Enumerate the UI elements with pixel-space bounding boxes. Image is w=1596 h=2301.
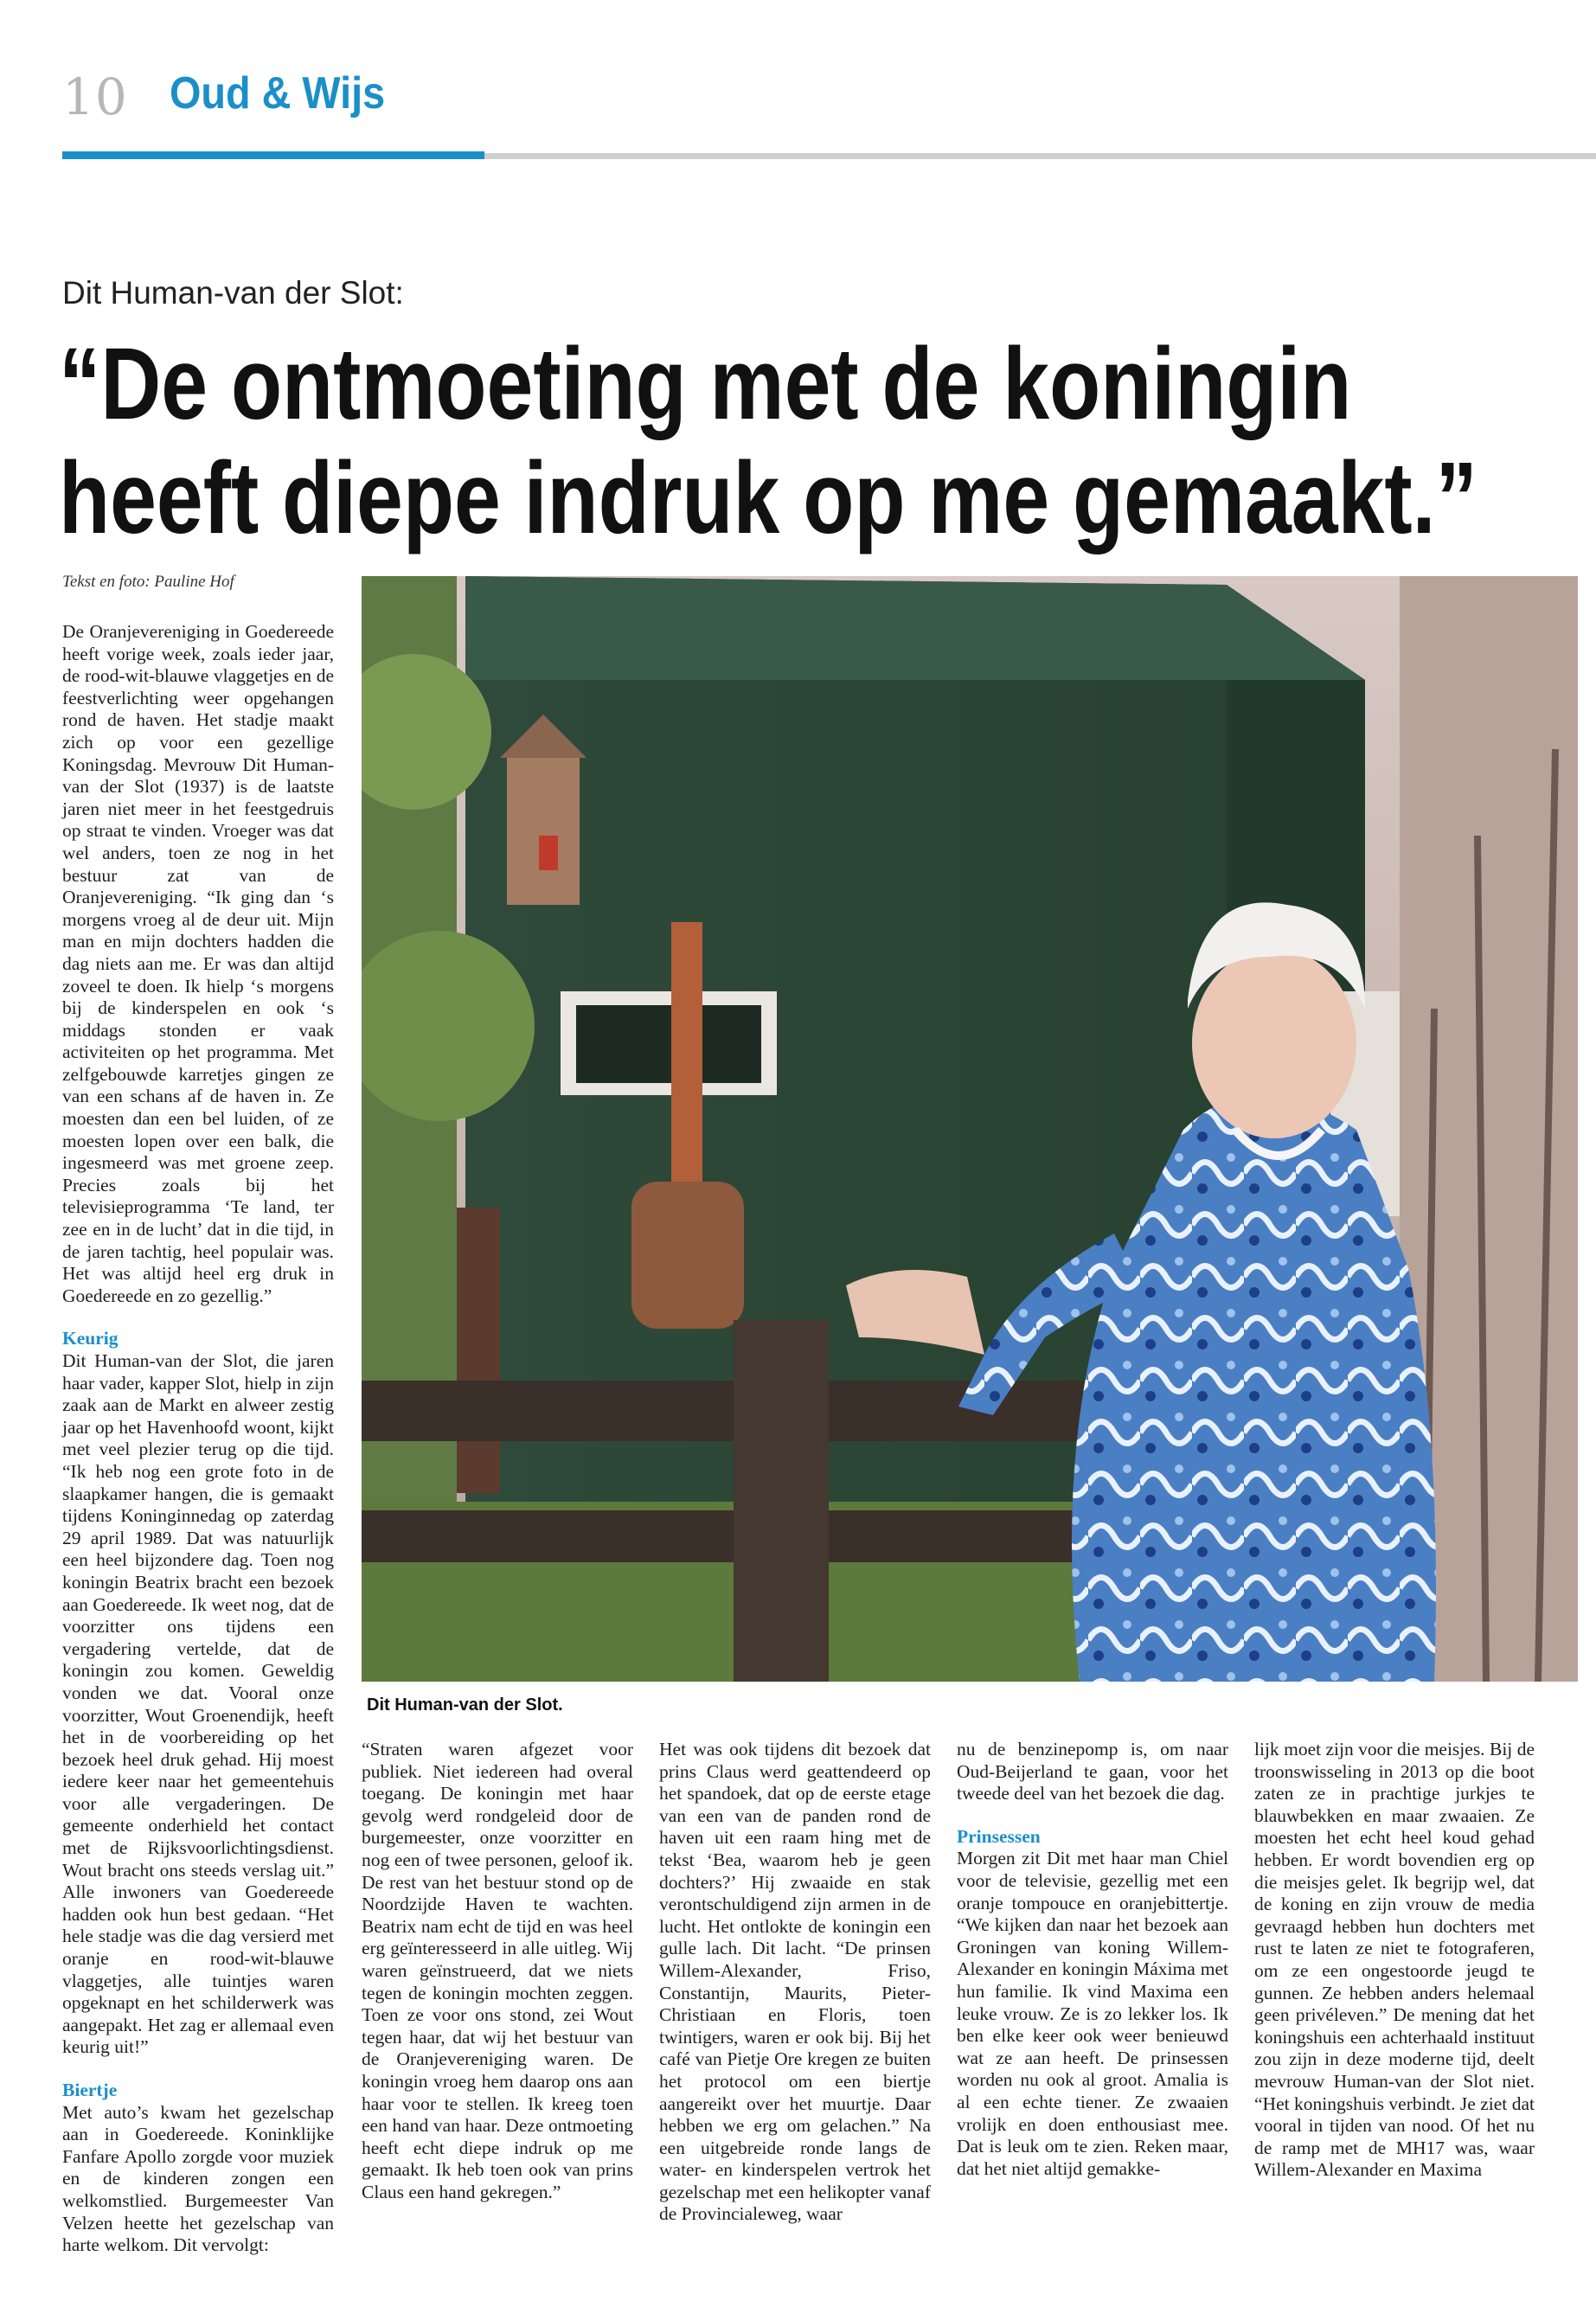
section-title: Oud & Wijs	[170, 68, 386, 119]
header-rule	[484, 153, 1596, 159]
page-number: 10	[62, 67, 128, 126]
photo-illustration	[362, 576, 1578, 1682]
paragraph-prinsessen: Morgen zit Dit met haar man Chiel voor de televisie, gezellig met een oranje tompouce en oranjebittertje. “We kijken dan naar het bezoek aan Groningen van koning Willem-Alexander en koningin Máxima met hun familie. Ik vind Maxima een leuke vrouw. Ze is zo lekker los. Ik ben elke keer ook weer benieuwd wat ze aan heeft. De prinsessen worden nu ook al groot. Amalia is al een echte tiener. Ze zwaaien vrolijk en doen enthousiast mee. Dat is leuk om te zien. Reken maar, dat het niet altijd gemakke-	[957, 1848, 1228, 2179]
article-photo	[362, 576, 1578, 1682]
header-accent-rule	[62, 151, 484, 159]
column-5	[1254, 1739, 1535, 2182]
subhead-prinsessen: Prinsessen	[957, 1825, 1041, 1847]
column-2-text: “Straten waren afgezet voor publiek. Niet iedereen had overal toegang. De koningin met haar gevolg werd rondgeleid door de burgemeester, onze voorzitter en nog een of twee personen, geloof ik. De rest van het bestuur stond op de Noordzijde Haven te wachten. Beatrix nam echt de tijd en was heel erg geïnteresseerd in alle uitleg. Wij waren geïnstrueerd, dat we niets tegen de koningin mochten zeggen. Toen ze voor ons stond, zei Wout tegen haar, dat wij het bestuur van de Oranjevereniging waren. De koningin vroeg hem daarop ons aan haar voor te stellen. Ik kreeg toen een hand van haar. Deze ontmoeting heeft echt diepe indruk op me gemaakt. Ik heb toen ook van prins Claus een hand gekregen.”	[362, 1739, 633, 2202]
column-3-text: Het was ook tijdens dit bezoek dat prins Claus werd geattendeerd op het spandoek, dat op de eerste etage van een van de panden rond de haven uit een raam hing met de tekst ‘Bea, waarom heb je geen dochters?’ Hij zwaaide en stak verontschuldigend zijn armen in de lucht. Het ontlokte de koningin een gulle lach. Dit lacht. “De prinsen Willem-Alexander, Friso, Constantijn, Maurits, Pieter-Christiaan en Floris, toen twintigers, waren er ook bij. Bij het café van Pietje Ore kregen ze buiten het protocol om een biertje aangereikt over het muurtje. Daar hebben we erg om gelachen.” Na een uitgebreide ronde langs de water- en kinderspelen vertrok het gezelschap met een helikopter vanaf de Provincialeweg, waar	[659, 1739, 931, 2225]
photo-caption: Dit Human-van der Slot.	[367, 1695, 563, 1715]
article-kicker: Dit Human-van der Slot:	[62, 275, 404, 311]
column-2	[362, 1739, 633, 2203]
paragraph-biertje: Met auto’s kwam het gezelschap aan in Goedereede. Koninklijke Fanfare Apollo zorgde voor muziek en de kinderen zongen een welkomstlied. Burgemeester Van Velzen heette het gezelschap van harte welkom. Dit vervolgt:	[62, 2101, 334, 2256]
headline-line-2: heeft diepe indruk op me gemaakt.”	[59, 441, 1477, 555]
column-3	[659, 1739, 931, 2226]
headline-line-1: “De ontmoeting met de koningin	[59, 327, 1352, 441]
column-1	[62, 621, 334, 2257]
byline: Tekst en foto: Pauline Hof	[62, 573, 234, 591]
column-5-text: lijk moet zijn voor die meisjes. Bij de troonswisseling in 2013 op die boot zaten ze in prachtige jurkjes te blauwbekken en maar zwaaien. Ze moesten het echt heel koud gehad hebben. Er wordt bovendien erg op die meisjes gelet. Ik begrijp wel, dat de koning en zijn vrouw de media gevraagd hebben hun dochters met rust te laten ze niet te fotograferen, om ze een ongestoorde jeugd te gunnen. Ze hebben anders helemaal geen privéleven.” De mening dat het koningshuis een achterhaald instituut zou zijn in deze moderne tijd, deelt mevrouw Human-van der Slot niet. “Het koningshuis verbindt. Je ziet dat vooral in tijden van nood. Of het nu de ramp met de MH17 was, waar Willem-Alexander en Maxima	[1254, 1739, 1535, 2181]
intro-paragraph: De Oranjevereniging in Goedereede heeft vorige week, zoals ieder jaar, de rood-wit-blauwe vlaggetjes en de feestverlichting weer opgehangen rond de haven. Het stadje maakt zich op voor een gezellige Koningsdag. Mevrouw Dit Human-van der Slot (1937) is de laatste jaren niet meer in het feestgedruis op straat te vinden. Vroeger was dat wel anders, toen ze nog in het bestuur zat van de Oranjevereniging. “Ik ging dan ‘s morgens vroeg al de deur uit. Mijn man en mijn dochters hadden die dag niets aan me. Er was dan altijd zoveel te doen. Ik hielp ‘s morgens bij de kinderspelen en ook ‘s middags stonden er vaak activiteiten op het programma. Met zelfgebouwde karretjes gingen ze van een schans af de haven in. Ze moesten dan een bel luiden, of ze moesten lopen over een balk, die ingesmeerd was met groene zeep. Precies zoals bij het televisieprogramma ‘Te land, ter zee en in de lucht’ dat in die tijd, in de jaren tachtig, heel populair was. Het was altijd heel erg druk in Goedereede en zo gezellig.”	[62, 621, 334, 1306]
article-headline	[59, 327, 1477, 555]
column-4	[957, 1739, 1228, 2180]
subhead-keurig: Keurig	[62, 1328, 119, 1349]
paragraph-keurig: Dit Human-van der Slot, die jaren haar vader, kapper Slot, hielp in zijn zaak aan de Markt en alweer zestig jaar op het Havenhoofd woont, kijkt met veel plezier terug op die tijd. “Ik heb nog een grote foto in de slaapkamer hangen, die is gemaakt tijdens Koninginnedag op zaterdag 29 april 1989. Dat was natuurlijk een heel bijzondere dag. Toen nog koningin Beatrix bracht een bezoek aan Goedereede. Ik weet nog, dat de voorzitter ons tijdens een vergadering vertelde, dat de koningin zou komen. Geweldig vonden we dat. Vooral onze voorzitter, Wout Groenendijk, heeft het in de voorbereiding op het bezoek heel druk gehad. Hij moest iedere keer naar het gemeentehuis voor alle vergaderingen. De gemeente onderhield het contact met de Rijksvoorlichtingsdienst. Wout bracht ons steeds verslag uit.” Alle inwoners van Goedereede hadden ook hun best gedaan. “Het hele stadje was die dag versierd met oranje en rood-wit-blauwe vlaggetjes, alle tuintjes waren opgeknapt en het schilderwerk was aangepakt. Het zag er allemaal even keurig uit!”	[62, 1350, 334, 2058]
column-4-text: nu de benzinepomp is, om naar Oud-Beijerland te gaan, voor het tweede deel van het bezoek die dag.	[957, 1739, 1228, 1804]
subhead-biertje: Biertje	[62, 2080, 118, 2100]
